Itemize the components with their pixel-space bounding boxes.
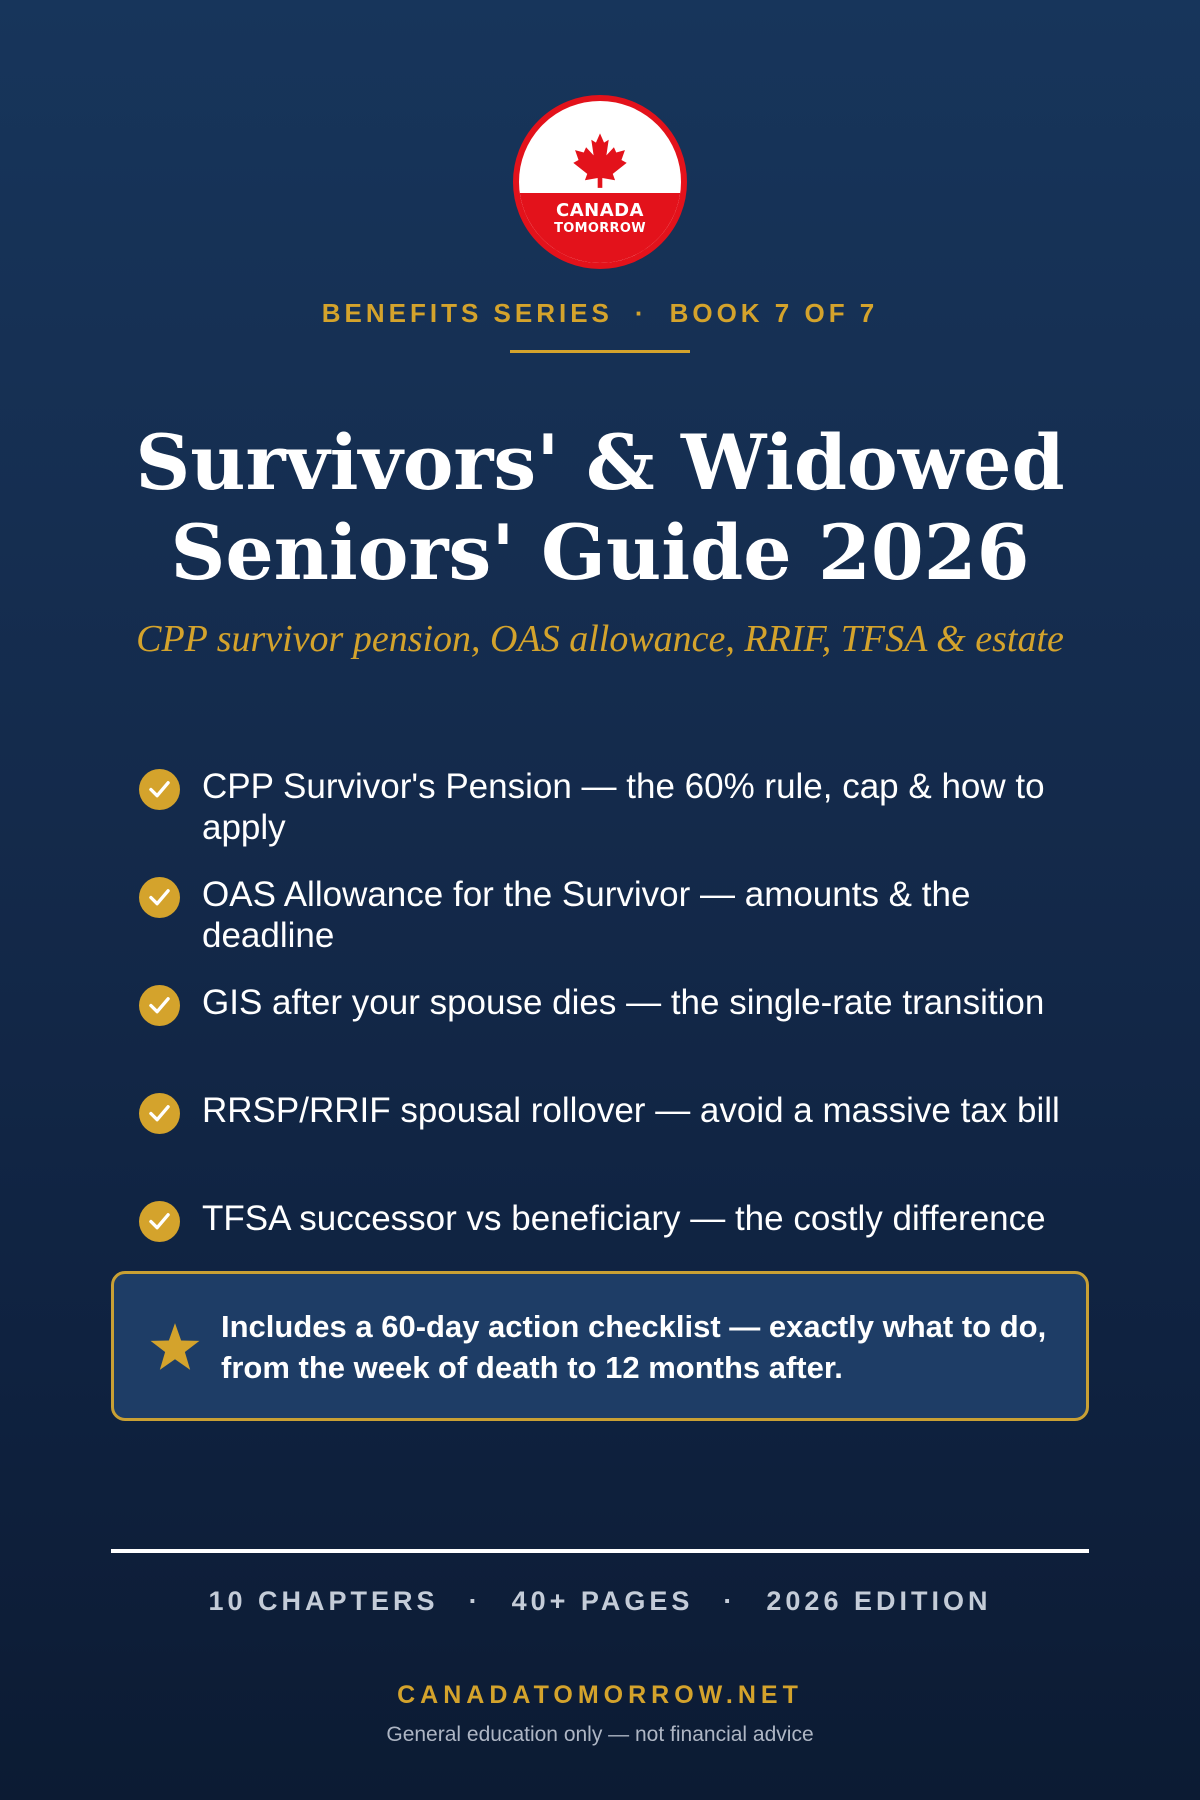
book-subtitle: CPP survivor pension, OAS allowance, RRIF, TFSA & estate <box>136 618 1064 660</box>
star-icon <box>149 1321 201 1373</box>
series-name: BENEFITS SERIES <box>321 298 613 328</box>
check-circle-icon <box>139 877 180 918</box>
pages-count: 40+ PAGES <box>511 1586 694 1616</box>
title-line2: Seniors' Guide 2026 <box>170 508 1030 597</box>
book-stats <box>0 1586 1200 1617</box>
stats-separator: · <box>468 1586 482 1616</box>
website-url: CANADATOMORROW.NET <box>397 1681 803 1709</box>
maple-leaf-icon <box>571 131 629 189</box>
check-circle-icon <box>139 769 180 810</box>
check-circle-icon <box>139 985 180 1026</box>
book-number: BOOK 7 OF 7 <box>669 298 879 328</box>
check-circle-icon <box>139 1201 180 1242</box>
series-divider <box>510 350 690 353</box>
feature-text: OAS Allowance for the Survivor — amounts & the deadline <box>202 875 971 955</box>
chapters-count: 10 CHAPTERS <box>208 1586 439 1616</box>
edition-label: 2026 EDITION <box>766 1586 992 1616</box>
feature-item <box>138 1090 1078 1198</box>
title-line1: Survivors' & Widowed <box>135 418 1065 507</box>
checklist-callout <box>111 1271 1089 1421</box>
feature-text: RRSP/RRIF spousal rollover — avoid a massive tax bill <box>202 1091 1060 1130</box>
disclaimer-text: General education only — not financial advice <box>386 1723 814 1746</box>
series-separator: · <box>634 298 648 328</box>
book-title <box>60 418 1140 598</box>
stats-separator: · <box>723 1586 737 1616</box>
series-label <box>0 298 1200 329</box>
feature-item <box>138 982 1078 1090</box>
logo-text-line2: TOMORROW <box>554 221 646 236</box>
feature-item <box>138 766 1078 874</box>
logo-band <box>519 193 681 263</box>
feature-list <box>138 766 1078 1306</box>
logo-text-line1: CANADA <box>555 200 644 221</box>
canada-tomorrow-logo <box>513 95 687 269</box>
feature-item <box>138 874 1078 982</box>
feature-text: CPP Survivor's Pension — the 60% rule, cap & how to apply <box>202 767 1045 847</box>
check-circle-icon <box>139 1093 180 1134</box>
feature-text: GIS after your spouse dies — the single-rate transition <box>202 983 1045 1022</box>
feature-text: TFSA successor vs beneficiary — the costly difference <box>202 1199 1046 1238</box>
footer-divider <box>111 1549 1089 1553</box>
callout-text: Includes a 60-day action checklist — exactly what to do, from the week of death to 12 months after. <box>221 1309 1047 1385</box>
